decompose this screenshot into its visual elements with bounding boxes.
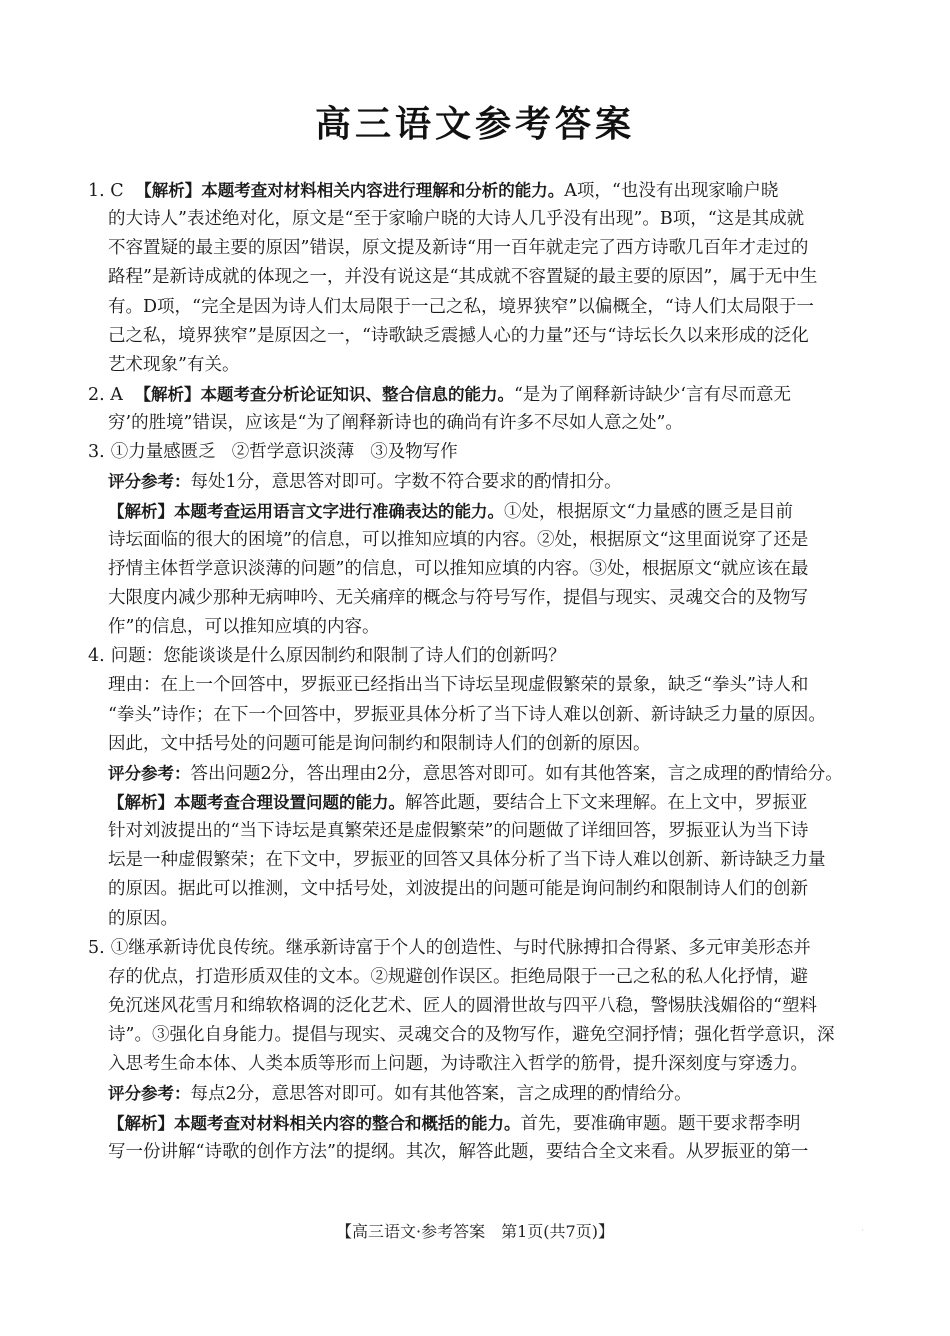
q3-answer-2: ②哲学意识淡薄 [231,442,355,463]
q4-score-tag: 评分参考： [108,763,191,783]
q5-line-2: 存的优点，打造形质双佳的文本。②规避创作误区。拒绝局限于一己之私的私人化抒情，避 [108,966,808,987]
q4-question [88,642,864,671]
q5-analysis-tag: 【解析】本题考查对材料相关内容的整合和概括的能力。 [108,1113,521,1133]
q4-line-1 [88,788,864,817]
q5-line-1 [88,934,864,963]
q3-line-2: 诗坛面临的很大的困境”的信息，可以推知应填的内容。②处，根据原文“这里面说穿了还是 [108,529,809,550]
q4-number: 4. [88,646,105,667]
q3-line-5: 作”的信息，可以推知应填的内容。 [108,617,380,638]
page-title: 高三语文参考答案 [314,104,635,145]
answer-content [88,176,864,1167]
q2-line-1 [88,380,864,409]
q4-analysis-tag: 【解析】本题考查合理设置问题的能力。 [108,792,405,812]
corner-mark: · [861,1226,864,1235]
q4-line-3: 坛是一种虚假繁荣；在下文中，罗振亚的回答又具体分析了当下诗人难以创新、新诗缺乏力量 [108,850,826,871]
q1-text: A项，“也没有出现家喻户晓 [564,181,779,201]
page-footer: 【高三语文·参考答案 第1页(共7页)】 [336,1222,614,1241]
q4-line-4: 的原因。据此可以推测，文中括号处，刘波提出的问题可能是询问制约和限制诗人们的创新 [108,879,808,900]
q4-line-2: 针对刘波提出的“当下诗坛是真繁荣还是虚假繁荣”的问题做了详细回答，罗振亚认为当下诗 [108,821,809,842]
q1-number: 1. C [88,181,124,201]
q1-line-1 [88,176,864,205]
q2-line-2: 穷’的胜境”错误，应该是“为了阐释新诗也的确尚有许多不尽如人意之处”。 [108,413,683,434]
q3-answer-3: ③及物写作 [370,442,458,463]
q5-text: ①继承新诗优良传统。继承新诗富于个人的创造性、与时代脉搏扣合得紧、多元审美形态并 [110,937,811,958]
q1-line-7: 艺术现象”有关。 [108,354,240,375]
q1-line-3: 不容置疑的最主要的原因”错误，原文提及新诗“用一百年就走完了西方诗歌几百年才走过的 [108,238,809,259]
q5-analysis-1 [88,1109,864,1138]
q3-score [88,467,864,496]
q3-score-tag: 评分参考： [108,472,191,492]
q5-line-4: 诗”。③强化自身能力。提倡与现实、灵魂交合的及物写作，避免空洞抒情；强化哲学意识，深 [108,1025,835,1046]
q1-line-4: 路程”是新诗成就的体现之一，并没有说这是“其成就不容置疑的最主要的原因”，属于无中生 [108,267,818,288]
q4-reason-1: 理由：在上一个回答中，罗振亚已经指出当下诗坛呈现虚假繁荣的景象，缺乏“拳头”诗人和 [108,675,809,696]
q3-answers [88,438,864,467]
q5-analysis-text: 首先，要准确审题。题干要求帮李明 [520,1113,801,1134]
q5-analysis-2: 写一份讲解“诗歌的创作方法”的提纲。其次，解答此题，要结合全文来看。从罗振亚的第一 [108,1141,809,1162]
q3-text: ①处，根据原文“力量感的匮乏是目前 [504,501,793,522]
q2-number: 2. A [88,384,123,405]
q5-line-3: 免沉迷风花雪月和绵软格调的泛化艺术、匠人的圆滑世故与四平八稳，警惕肤浅媚俗的“塑料 [108,995,817,1016]
q4-score [88,759,864,788]
q1-analysis-tag: 【解析】本题考查对材料相关内容进行理解和分析的能力。 [135,181,565,200]
q4-text: 解答此题，要结合上下文来理解。在上文中，罗振亚 [405,792,808,813]
q2-text: “是为了阐释新诗缺少‘言有尽而意无 [513,384,791,405]
q1-line-5: 有。D项，“完全是因为诗人们太局限于一己之私，境界狭窄”以偏概全，“诗人们太局限于一 [108,296,814,317]
q5-number: 5. [88,937,105,958]
q1-line-6: 己之私，境界狭窄”是原因之一，“诗歌缺乏震撼人心的力量”还与“诗坛长久以来形成的泛化 [108,325,809,346]
q3-line-1 [88,497,864,526]
q3-number: 3. [88,442,105,463]
q5-line-5: 入思考生命本体、人类本质等形而上问题，为诗歌注入哲学的筋骨，提升深刻度与穿透力。 [108,1054,808,1075]
q5-score [88,1079,864,1108]
q4-reason-2: “拳头”诗作；在下一个回答中，罗振亚具体分析了当下诗人难以创新、新诗缺乏力量的原因。 [108,704,826,725]
q2-analysis-tag: 【解析】本题考查分析论证知识、整合信息的能力。 [134,384,514,404]
q3-answer-1: ①力量感匮乏 [110,442,216,463]
q1-line-2: 的大诗人”表述绝对化，原文是“至于家喻户晓的大诗人几乎没有出现”。B项，“这是其成就 [108,209,805,230]
q4-question-text: 问题：您能谈谈是什么原因制约和限制了诗人们的创新吗？ [110,646,566,667]
q5-score-tag: 评分参考： [108,1084,191,1104]
q4-line-5: 的原因。 [108,908,178,929]
q3-line-3: 抒情主体哲学意识淡薄的问题”的信息，可以推知应填的内容。③处，根据原文“就应该在最 [108,558,809,579]
q3-analysis-tag: 【解析】本题考查运用语言文字进行准确表达的能力。 [108,501,504,521]
q3-line-4: 大限度内减少那种无病呻吟、无关痛痒的概念与符号写作，提倡与现实、灵魂交合的及物写 [108,587,808,608]
q3-score-text: 每处1分，意思答对即可。字数不符合要求的酌情扣分。 [190,472,622,493]
q4-reason-3: 因此，文中括号处的问题可能是询问制约和限制诗人们的创新的原因。 [108,733,651,754]
q4-score-text: 答出问题2分，答出理由2分，意思答对即可。如有其他答案，言之成理的酌情给分。 [190,763,843,784]
q5-score-text: 每点2分，意思答对即可。如有其他答案，言之成理的酌情给分。 [190,1084,692,1105]
